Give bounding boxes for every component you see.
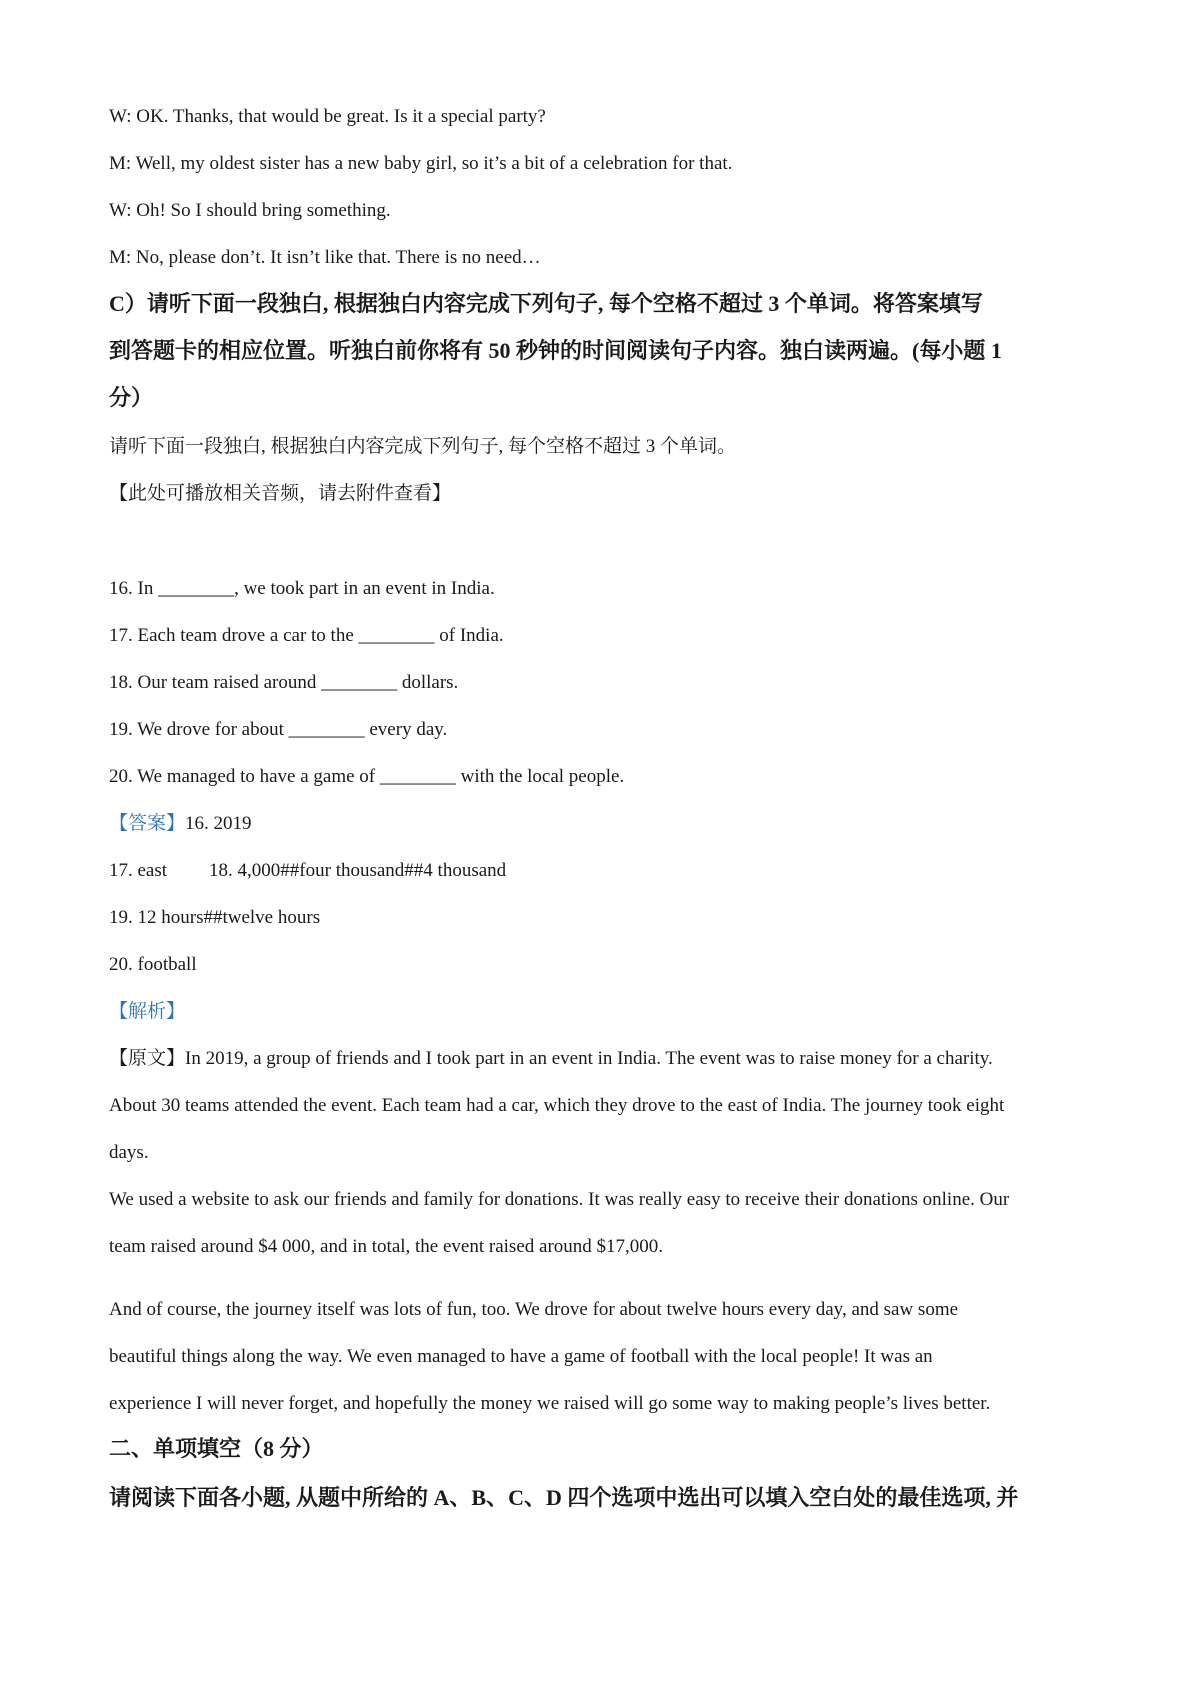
question-18: 18. Our team raised around ________ dollars. [109, 672, 459, 693]
answer-16: 16. 2019 [185, 813, 252, 834]
original-label: 【原文】 [109, 1048, 186, 1069]
transcript-line: experience I will never forget, and hopefully the money we raised will go some way to making people’s lives better. [109, 1393, 991, 1414]
question-16: 16. In ________, we took part in an event in India. [109, 578, 495, 599]
answer-line [109, 811, 252, 837]
analysis-label: 【解析】 [109, 1001, 186, 1022]
dialogue-line: W: Oh! So I should bring something. [109, 200, 391, 221]
answer-19: 19. 12 hours##twelve hours [109, 907, 321, 928]
audio-note: 【此处可播放相关音频，请去附件查看】 [109, 483, 452, 504]
answer-17: 17. east [109, 860, 168, 881]
answer-label: 【答案】 [109, 813, 186, 834]
transcript-line: And of course, the journey itself was lots of fun, too. We drove for about twelve hours every day, and saw some [109, 1299, 959, 1320]
section-2-title: 二、单项填空（8 分） [109, 1436, 324, 1461]
section-c-heading: 分） [109, 385, 154, 410]
dialogue-line: W: OK. Thanks, that would be great. Is it a special party? [109, 106, 546, 127]
transcript-line: beautiful things along the way. We even managed to have a game of football with the local people! It was an [109, 1346, 933, 1367]
question-20: 20. We managed to have a game of ________ with the local people. [109, 766, 625, 787]
dialogue-line: M: No, please don’t. It isn’t like that. There is no need… [109, 247, 541, 268]
transcript-line: days. [109, 1142, 149, 1163]
question-17: 17. Each team drove a car to the ________ of India. [109, 625, 504, 646]
dialogue-line: M: Well, my oldest sister has a new baby girl, so it’s a bit of a celebration for that. [109, 153, 733, 174]
transcript-line: About 30 teams attended the event. Each team had a car, which they drove to the east of India. The journey took eight [109, 1095, 1005, 1116]
transcript-line: We used a website to ask our friends and family for donations. It was really easy to receive their donations online. Our [109, 1189, 1010, 1210]
section-2-instruction: 请阅读下面各小题, 从题中所给的 A、B、C、D 四个选项中选出可以填入空白处的最佳选项, 并 [109, 1485, 1019, 1510]
section-c-heading: C）请听下面一段独白, 根据独白内容完成下列句子, 每个空格不超过 3 个单词。将答案填写 [109, 291, 983, 316]
answer-18: 18. 4,000##four thousand##4 thousand [209, 860, 507, 881]
transcript-line: team raised around $4 000, and in total, the event raised around $17,000. [109, 1236, 664, 1257]
section-c-heading: 到答题卡的相应位置。听独白前你将有 50 秒钟的时间阅读句子内容。独白读两遍。(每小题 1 [109, 338, 1002, 363]
section-c-instruction: 请听下面一段独白, 根据独白内容完成下列句子, 每个空格不超过 3 个单词。 [109, 436, 737, 457]
transcript-line [109, 1046, 993, 1072]
answer-line [109, 858, 506, 884]
question-19: 19. We drove for about ________ every day. [109, 719, 448, 740]
answer-20: 20. football [109, 954, 197, 975]
transcript-text: In 2019, a group of friends and I took part in an event in India. The event was to raise money for a charity. [185, 1048, 993, 1069]
